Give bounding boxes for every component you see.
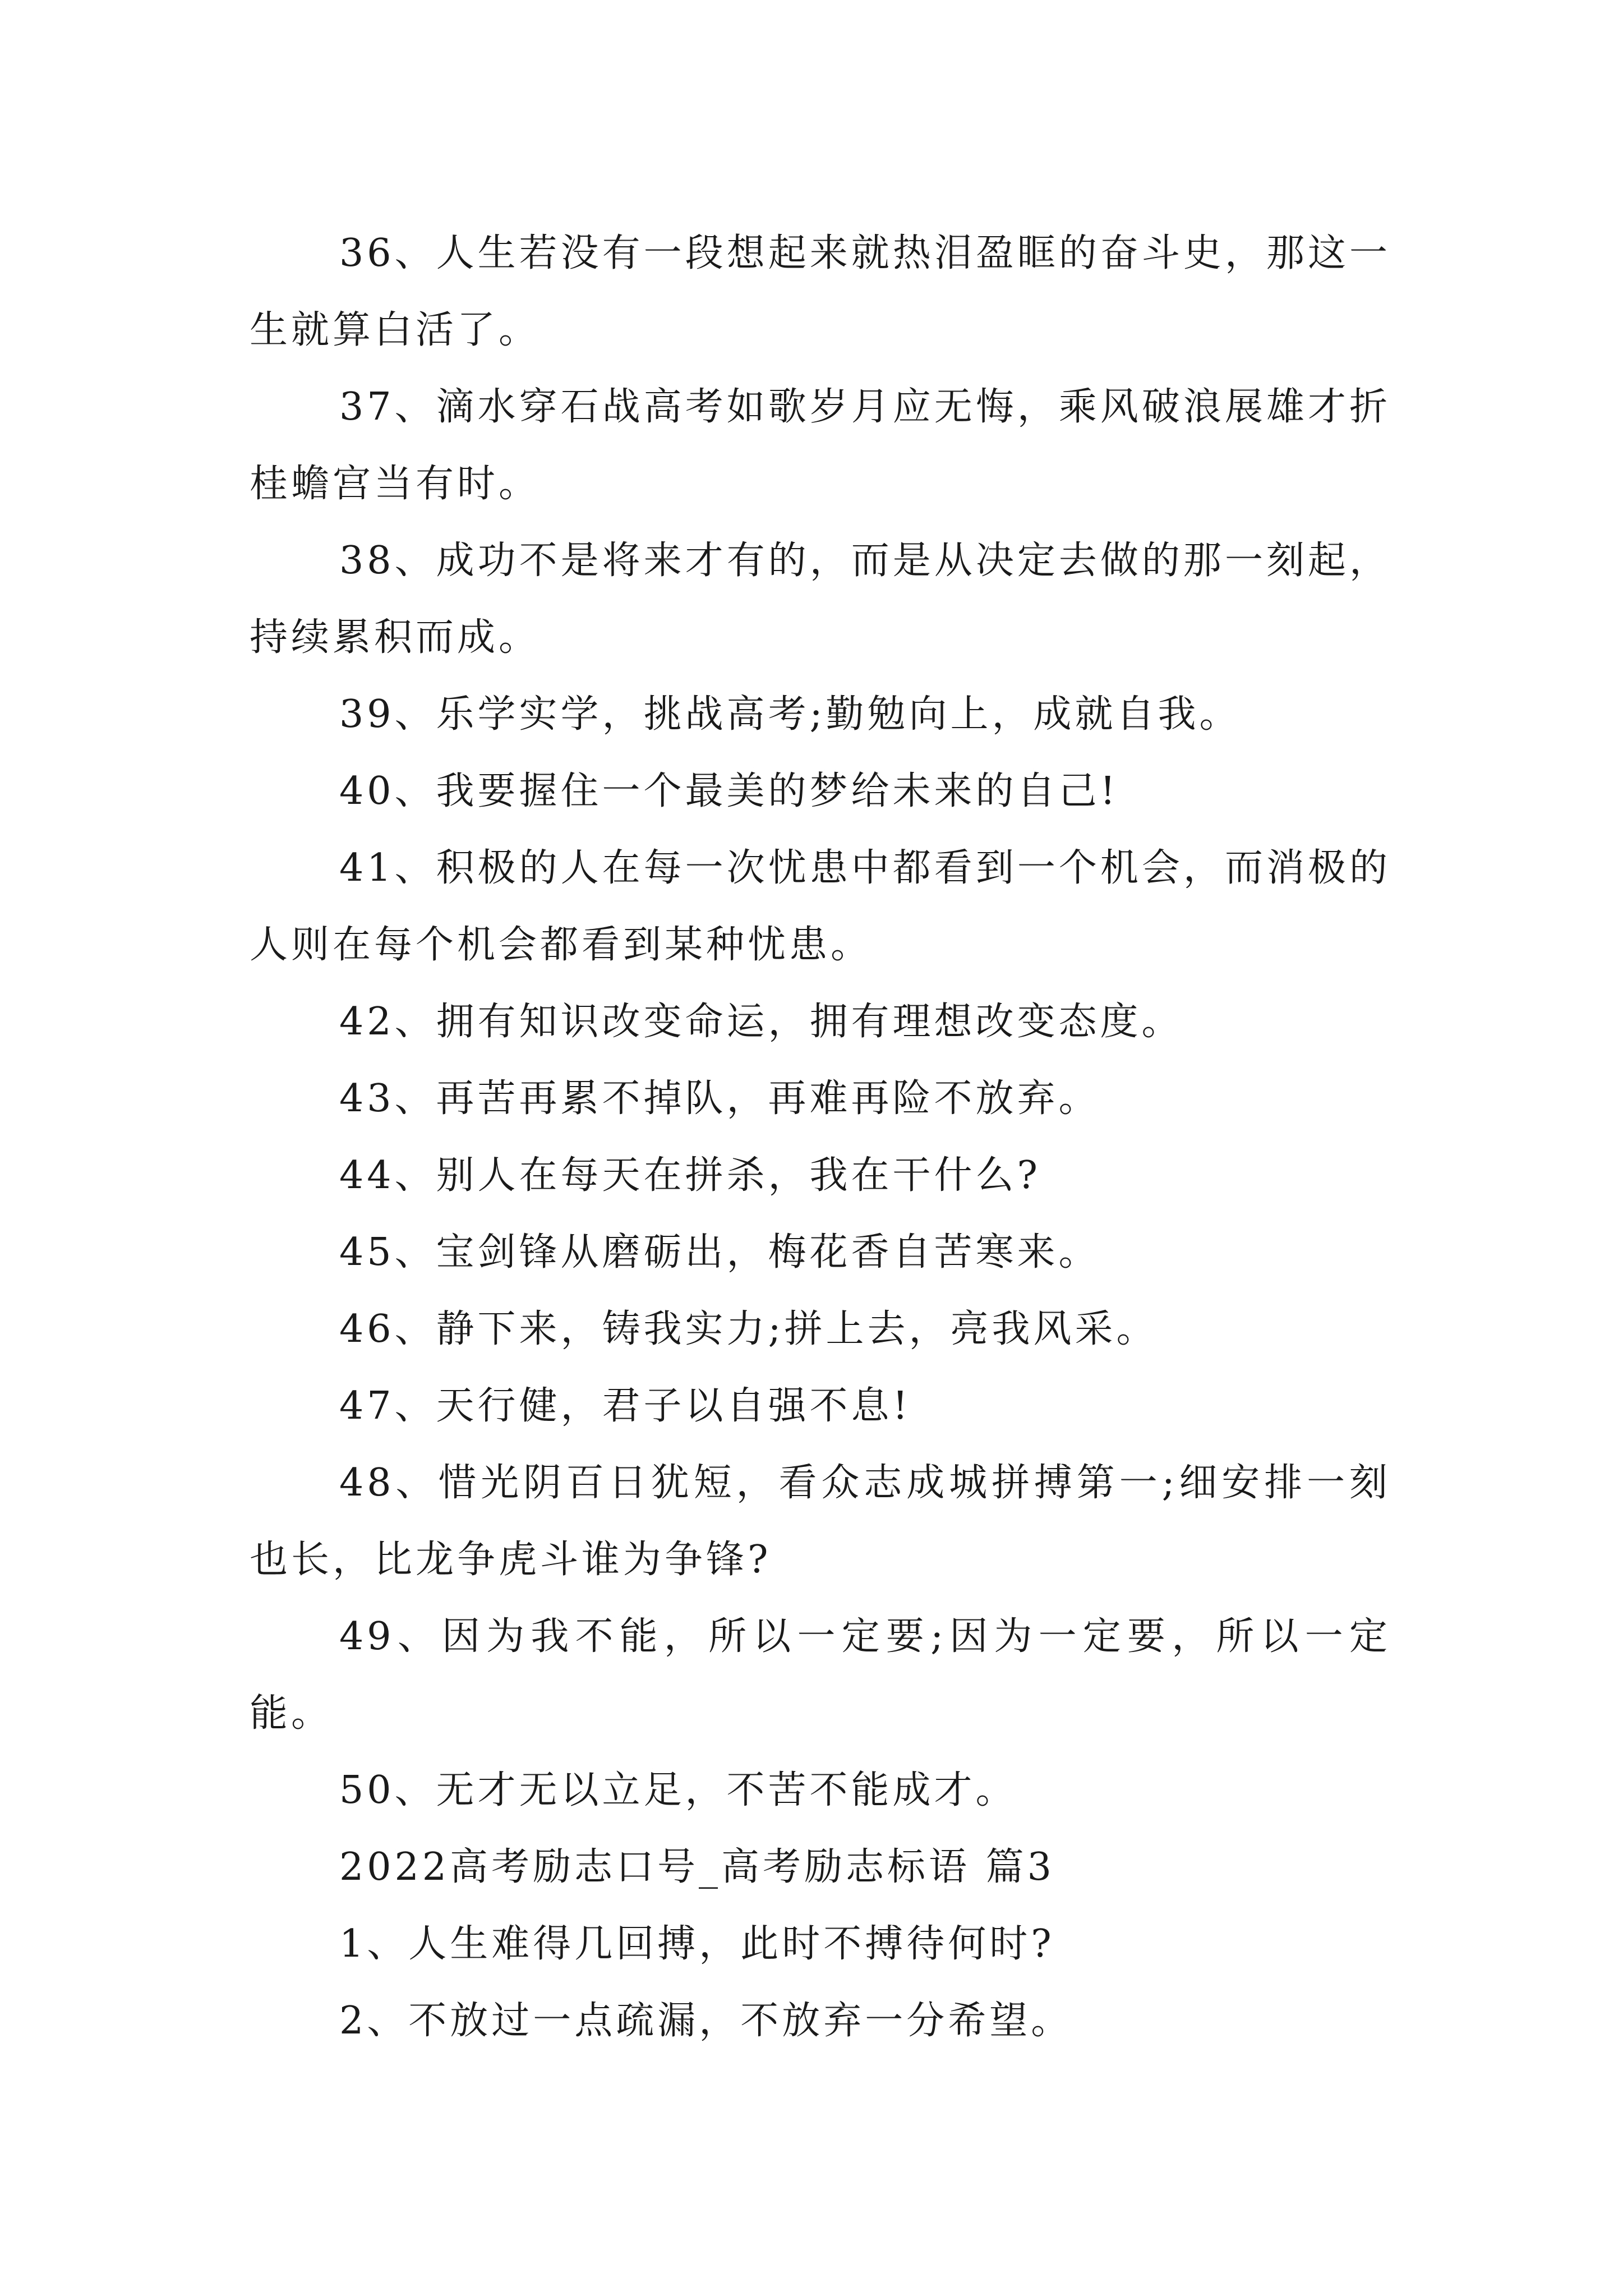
paragraph: 45、宝剑锋从磨砺出，梅花香自苦寒来。 xyxy=(339,1230,1100,1274)
document-body xyxy=(250,215,1391,2059)
paragraph: 40、我要握住一个最美的梦给未来的自己! xyxy=(339,769,1119,813)
paragraph: 43、再苦再累不掉队，再难再险不放弃。 xyxy=(339,1076,1100,1121)
paragraph: 38、成功不是将来才有的，而是从决定去做的那一刻起，持续累积而成。 xyxy=(250,539,1391,660)
section-heading: 2022高考励志口号_高考励志标语 篇3 xyxy=(339,1845,1055,1889)
paragraph: 47、天行健，君子以自强不息! xyxy=(339,1384,911,1428)
paragraph: 49、因为我不能，所以一定要;因为一定要，所以一定能。 xyxy=(250,1614,1391,1736)
paragraph: 39、乐学实学，挑战高考;勤勉向上，成就自我。 xyxy=(339,692,1241,737)
paragraph: 46、静下来，铸我实力;拼上去，亮我风采。 xyxy=(339,1307,1158,1351)
paragraph: 37、滴水穿石战高考如歌岁月应无悔，乘风破浪展雄才折桂蟾宫当有时。 xyxy=(250,385,1391,506)
paragraph: 1、人生难得几回搏，此时不搏待何时? xyxy=(339,1922,1055,1966)
paragraph: 42、拥有知识改变命运，拥有理想改变态度。 xyxy=(339,1000,1183,1044)
paragraph: 44、别人在每天在拼杀，我在干什么? xyxy=(339,1153,1041,1198)
paragraph: 36、人生若没有一段想起来就热泪盈眶的奋斗史，那这一生就算白活了。 xyxy=(250,231,1391,352)
paragraph: 2、不放过一点疏漏，不放弃一分希望。 xyxy=(339,1999,1073,2043)
paragraph: 50、无才无以立足，不苦不能成才。 xyxy=(339,1768,1017,1812)
paragraph: 48、惜光阴百日犹短，看众志成城拼搏第一;细安排一刻也长，比龙争虎斗谁为争锋? xyxy=(250,1461,1391,1582)
paragraph: 41、积极的人在每一次忧患中都看到一个机会，而消极的人则在每个机会都看到某种忧患。 xyxy=(250,846,1391,967)
